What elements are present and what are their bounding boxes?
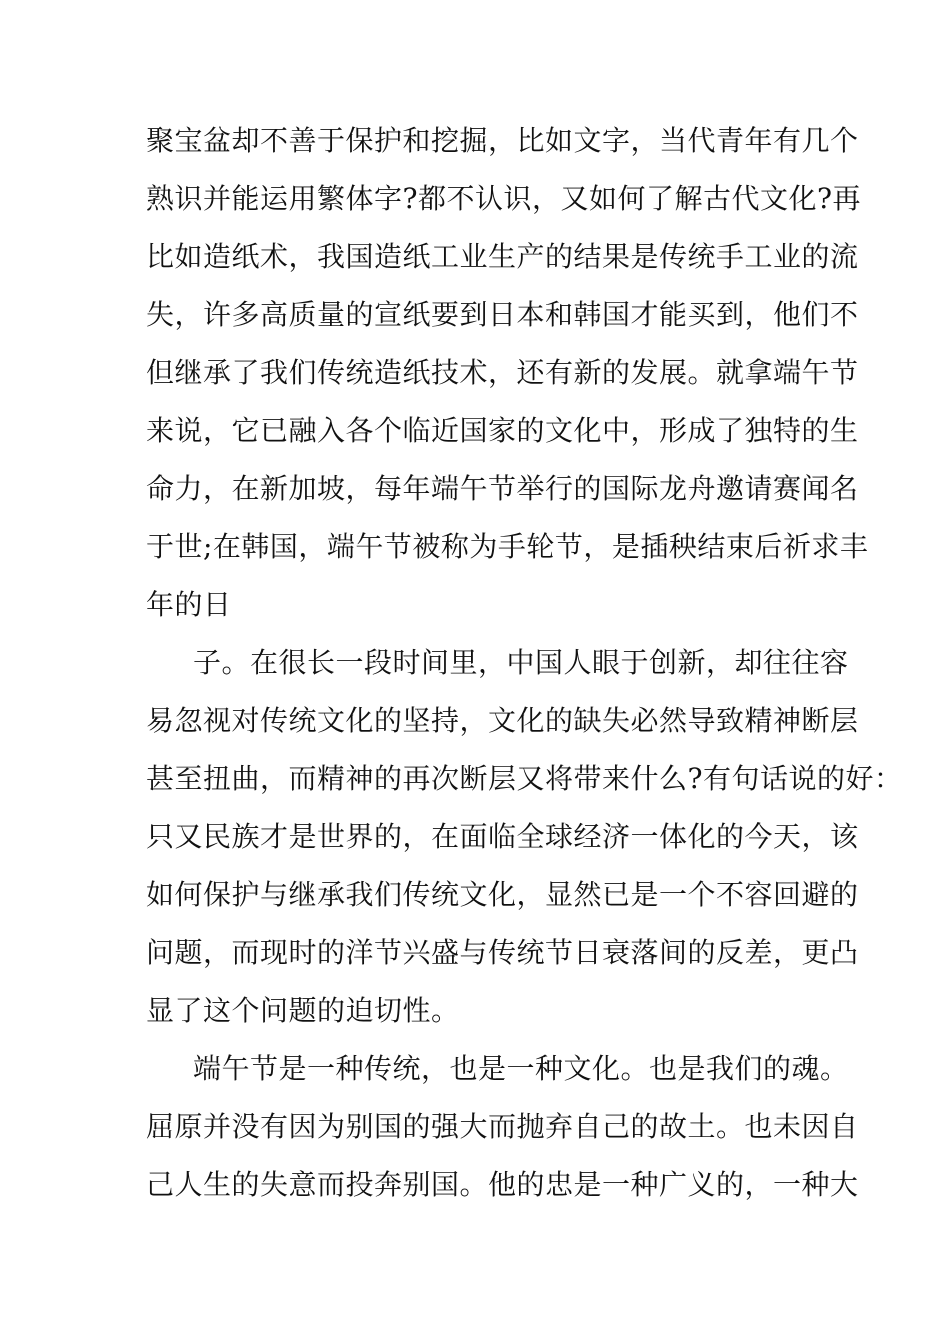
text-line: 问题，而现时的洋节兴盛与传统节日衰落间的反差，更凸 bbox=[146, 936, 859, 969]
text-line: 只又民族才是世界的，在面临全球经济一体化的今天，该 bbox=[146, 820, 859, 853]
text-line: 聚宝盆却不善于保护和挖掘，比如文字，当代青年有几个 bbox=[146, 124, 859, 157]
text-line: 熟识并能运用繁体字?都不认识，又如何了解古代文化?再 bbox=[146, 182, 862, 215]
document-body bbox=[146, 112, 903, 1214]
text-line: 己人生的失意而投奔别国。他的忠是一种广义的，一种大 bbox=[146, 1168, 859, 1201]
paragraph-1 bbox=[146, 112, 869, 634]
paragraph-2 bbox=[146, 634, 903, 1040]
text-line: 如何保护与继承我们传统文化，显然已是一个不容回避的 bbox=[146, 878, 859, 911]
text-line: 于世;在韩国，端午节被称为手轮节，是插秧结束后祈求丰 bbox=[146, 530, 869, 563]
paragraph-3 bbox=[146, 1040, 859, 1214]
text-line: 甚至扭曲，而精神的再次断层又将带来什么?有句话说的好： bbox=[146, 762, 903, 795]
text-line: 年的日 bbox=[146, 588, 232, 621]
text-line: 屈原并没有因为别国的强大而抛弃自己的故土。也未因自 bbox=[146, 1110, 859, 1143]
text-line: 子。在很长一段时间里，中国人眼于创新，却往往容 bbox=[193, 646, 849, 679]
text-line: 命力，在新加坡，每年端午节举行的国际龙舟邀请赛闻名 bbox=[146, 472, 859, 505]
text-line: 端午节是一种传统，也是一种文化。也是我们的魂。 bbox=[193, 1052, 849, 1085]
text-line: 来说，它已融入各个临近国家的文化中，形成了独特的生 bbox=[146, 414, 859, 447]
text-line: 比如造纸术，我国造纸工业生产的结果是传统手工业的流 bbox=[146, 240, 859, 273]
text-line: 但继承了我们传统造纸技术，还有新的发展。就拿端午节 bbox=[146, 356, 859, 389]
text-line: 易忽视对传统文化的坚持，文化的缺失必然导致精神断层 bbox=[146, 704, 859, 737]
text-line: 失，许多高质量的宣纸要到日本和韩国才能买到，他们不 bbox=[146, 298, 859, 331]
text-line: 显了这个问题的迫切性。 bbox=[146, 994, 460, 1027]
